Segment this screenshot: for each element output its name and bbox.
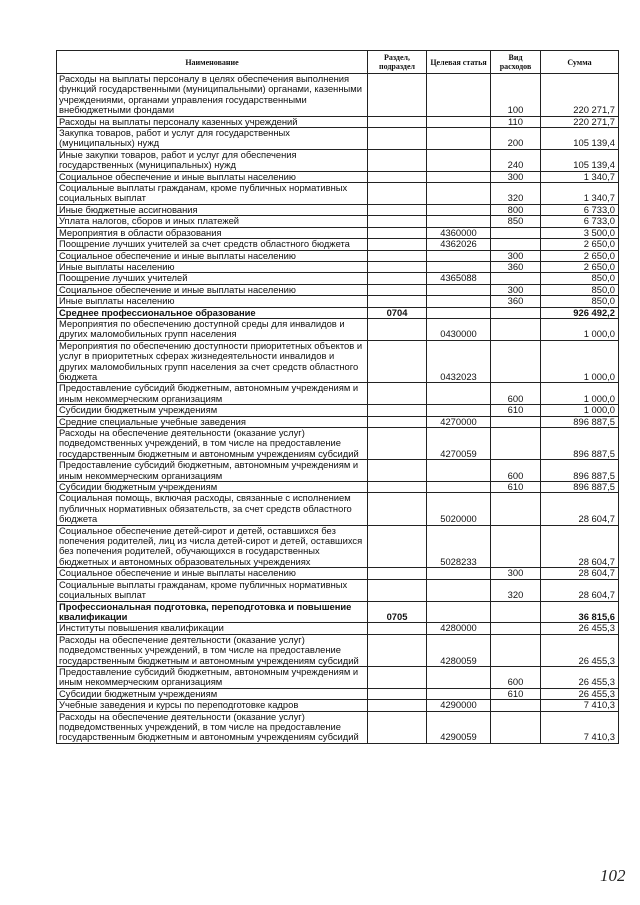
row-kind-cell: 110	[491, 116, 541, 127]
row-target-cell	[427, 171, 491, 182]
row-section-cell	[368, 688, 427, 699]
row-name-cell: Субсидии бюджетным учреждениям	[57, 405, 368, 416]
row-name-cell: Мероприятия в области образования	[57, 227, 368, 238]
row-name-cell: Расходы на обеспечение деятельности (оказание услуг) подведомственных учреждений, в том числе на предоставление государственным бюджетным и автономным учреждениям субсидий	[57, 428, 368, 460]
row-sum-cell: 26 455,3	[541, 623, 619, 634]
row-section-cell	[368, 261, 427, 272]
row-sum-cell: 850,0	[541, 284, 619, 295]
row-section-cell	[368, 623, 427, 634]
row-section-cell: 0705	[368, 601, 427, 623]
row-target-cell	[427, 601, 491, 623]
table-row	[57, 405, 619, 416]
row-sum-cell: 896 887,5	[541, 460, 619, 482]
row-name-cell: Профессиональная подготовка, переподготовка и повышение квалификации	[57, 601, 368, 623]
row-name-cell: Предоставление субсидий бюджетным, автономным учреждениям и иным некоммерческим организациям	[57, 460, 368, 482]
row-kind-cell	[491, 273, 541, 284]
table-row	[57, 525, 619, 568]
row-name-cell: Социальные выплаты гражданам, кроме публичных нормативных социальных выплат	[57, 183, 368, 205]
row-section-cell	[368, 116, 427, 127]
table-header-row	[57, 51, 619, 74]
row-kind-cell	[491, 711, 541, 743]
row-kind-cell: 300	[491, 250, 541, 261]
row-name-cell: Институты повышения квалификации	[57, 623, 368, 634]
table-row	[57, 688, 619, 699]
table-row	[57, 579, 619, 601]
table-row	[57, 568, 619, 579]
row-section-cell	[368, 568, 427, 579]
row-target-cell: 4270000	[427, 416, 491, 427]
row-kind-cell: 360	[491, 261, 541, 272]
table-row	[57, 216, 619, 227]
row-kind-cell	[491, 700, 541, 711]
row-sum-cell: 6 733,0	[541, 204, 619, 215]
table-row	[57, 318, 619, 340]
row-section-cell	[368, 216, 427, 227]
table-row	[57, 116, 619, 127]
row-kind-cell: 300	[491, 171, 541, 182]
row-section-cell	[368, 171, 427, 182]
row-target-cell: 4270059	[427, 428, 491, 460]
row-name-cell: Расходы на обеспечение деятельности (оказание услуг) подведомственных учреждений, в том числе на предоставление государственным бюджетным и автономным учреждениям субсидий	[57, 634, 368, 666]
row-section-cell	[368, 74, 427, 117]
row-target-cell	[427, 116, 491, 127]
row-name-cell: Социальное обеспечение и иные выплаты населению	[57, 250, 368, 261]
row-sum-cell: 1 000,0	[541, 405, 619, 416]
table-row	[57, 307, 619, 318]
row-target-cell	[427, 74, 491, 117]
row-target-cell	[427, 460, 491, 482]
table-row	[57, 601, 619, 623]
row-kind-cell	[491, 416, 541, 427]
row-section-cell	[368, 482, 427, 493]
row-section-cell	[368, 250, 427, 261]
row-target-cell	[427, 216, 491, 227]
table-row	[57, 273, 619, 284]
row-section-cell	[368, 383, 427, 405]
row-sum-cell: 1 340,7	[541, 171, 619, 182]
row-sum-cell: 1 340,7	[541, 183, 619, 205]
row-target-cell	[427, 307, 491, 318]
row-sum-cell: 36 815,6	[541, 601, 619, 623]
row-target-cell: 0430000	[427, 318, 491, 340]
row-name-cell: Иные выплаты населению	[57, 296, 368, 307]
row-kind-cell: 610	[491, 482, 541, 493]
row-section-cell	[368, 493, 427, 525]
row-name-cell: Социальное обеспечение и иные выплаты населению	[57, 568, 368, 579]
row-kind-cell	[491, 307, 541, 318]
budget-table-sheet	[56, 50, 618, 744]
row-target-cell	[427, 688, 491, 699]
row-target-cell	[427, 204, 491, 215]
table-row	[57, 460, 619, 482]
table-row	[57, 383, 619, 405]
row-name-cell: Мероприятия по обеспечению доступной среды для инвалидов и других маломобильных групп населения	[57, 318, 368, 340]
row-kind-cell	[491, 601, 541, 623]
row-sum-cell: 26 455,3	[541, 666, 619, 688]
row-sum-cell: 28 604,7	[541, 525, 619, 568]
row-kind-cell	[491, 239, 541, 250]
row-section-cell	[368, 579, 427, 601]
row-target-cell: 4365088	[427, 273, 491, 284]
table-row	[57, 634, 619, 666]
budget-table	[56, 50, 619, 744]
row-section-cell	[368, 128, 427, 150]
page-number: 102	[600, 866, 626, 885]
row-name-cell: Расходы на обеспечение деятельности (оказание услуг) подведомственных учреждений, в том числе на предоставление государственным бюджетным и автономным учреждениям субсидий	[57, 711, 368, 743]
row-kind-cell: 610	[491, 405, 541, 416]
row-kind-cell	[491, 525, 541, 568]
row-kind-cell: 240	[491, 149, 541, 171]
row-name-cell: Социальная помощь, включая расходы, связанные с исполнением публичных нормативных обязательств, за счет средств областного бюджета	[57, 493, 368, 525]
row-target-cell: 4280000	[427, 623, 491, 634]
table-row	[57, 227, 619, 238]
row-sum-cell: 105 139,4	[541, 149, 619, 171]
table-row	[57, 493, 619, 525]
table-row	[57, 74, 619, 117]
table-row	[57, 128, 619, 150]
row-kind-cell	[491, 318, 541, 340]
row-sum-cell: 28 604,7	[541, 568, 619, 579]
row-name-cell: Уплата налогов, сборов и иных платежей	[57, 216, 368, 227]
row-sum-cell: 2 650,0	[541, 261, 619, 272]
row-sum-cell: 850,0	[541, 273, 619, 284]
row-sum-cell: 7 410,3	[541, 711, 619, 743]
row-target-cell: 5020000	[427, 493, 491, 525]
header-name: Наименование	[57, 51, 368, 74]
table-row	[57, 261, 619, 272]
row-target-cell	[427, 568, 491, 579]
row-target-cell	[427, 383, 491, 405]
row-name-cell: Расходы на выплаты персоналу казенных учреждений	[57, 116, 368, 127]
row-kind-cell	[491, 493, 541, 525]
table-row	[57, 250, 619, 261]
row-section-cell	[368, 634, 427, 666]
row-name-cell: Поощрение лучших учителей за счет средств областного бюджета	[57, 239, 368, 250]
table-row	[57, 340, 619, 383]
table-row	[57, 711, 619, 743]
row-section-cell	[368, 149, 427, 171]
row-name-cell: Поощрение лучших учителей	[57, 273, 368, 284]
row-section-cell	[368, 416, 427, 427]
row-sum-cell: 26 455,3	[541, 688, 619, 699]
row-kind-cell: 600	[491, 666, 541, 688]
table-row	[57, 700, 619, 711]
table-row	[57, 183, 619, 205]
table-row	[57, 239, 619, 250]
row-target-cell	[427, 149, 491, 171]
row-section-cell	[368, 284, 427, 295]
row-target-cell	[427, 250, 491, 261]
row-name-cell: Социальное обеспечение и иные выплаты населению	[57, 284, 368, 295]
table-row	[57, 296, 619, 307]
row-sum-cell: 105 139,4	[541, 128, 619, 150]
table-row	[57, 416, 619, 427]
row-target-cell	[427, 666, 491, 688]
row-sum-cell: 896 887,5	[541, 428, 619, 460]
row-kind-cell	[491, 340, 541, 383]
row-sum-cell: 1 000,0	[541, 318, 619, 340]
row-sum-cell: 28 604,7	[541, 579, 619, 601]
row-name-cell: Предоставление субсидий бюджетным, автономным учреждениям и иным некоммерческим организациям	[57, 666, 368, 688]
row-sum-cell: 896 887,5	[541, 482, 619, 493]
row-name-cell: Среднее профессиональное образование	[57, 307, 368, 318]
header-kind: Вид расходов	[491, 51, 541, 74]
table-row	[57, 171, 619, 182]
row-name-cell: Мероприятия по обеспечению доступности приоритетных объектов и услуг в приоритетных сферах жизнедеятельности инвалидов и других маломобильных групп населения за счет средств областного бюджета	[57, 340, 368, 383]
row-target-cell	[427, 405, 491, 416]
row-section-cell	[368, 296, 427, 307]
header-target: Целевая статья	[427, 51, 491, 74]
table-body	[57, 74, 619, 744]
row-target-cell	[427, 296, 491, 307]
row-target-cell: 0432023	[427, 340, 491, 383]
row-kind-cell	[491, 623, 541, 634]
row-sum-cell: 1 000,0	[541, 340, 619, 383]
row-target-cell: 4360000	[427, 227, 491, 238]
row-kind-cell: 320	[491, 183, 541, 205]
row-kind-cell	[491, 428, 541, 460]
table-row	[57, 204, 619, 215]
row-kind-cell: 300	[491, 568, 541, 579]
row-sum-cell: 220 271,7	[541, 116, 619, 127]
row-target-cell	[427, 128, 491, 150]
row-section-cell: 0704	[368, 307, 427, 318]
row-kind-cell: 600	[491, 460, 541, 482]
row-kind-cell	[491, 634, 541, 666]
row-kind-cell: 800	[491, 204, 541, 215]
row-sum-cell: 7 410,3	[541, 700, 619, 711]
row-section-cell	[368, 428, 427, 460]
row-name-cell: Предоставление субсидий бюджетным, автономным учреждениям и иным некоммерческим организациям	[57, 383, 368, 405]
row-target-cell	[427, 183, 491, 205]
table-row	[57, 666, 619, 688]
row-name-cell: Субсидии бюджетным учреждениям	[57, 482, 368, 493]
row-sum-cell: 1 000,0	[541, 383, 619, 405]
row-section-cell	[368, 227, 427, 238]
table-row	[57, 482, 619, 493]
row-section-cell	[368, 405, 427, 416]
row-sum-cell: 6 733,0	[541, 216, 619, 227]
row-sum-cell: 926 492,2	[541, 307, 619, 318]
row-kind-cell: 600	[491, 383, 541, 405]
row-target-cell: 4280059	[427, 634, 491, 666]
table-row	[57, 149, 619, 171]
row-kind-cell: 200	[491, 128, 541, 150]
row-name-cell: Иные бюджетные ассигнования	[57, 204, 368, 215]
row-name-cell: Средние специальные учебные заведения	[57, 416, 368, 427]
row-sum-cell: 850,0	[541, 296, 619, 307]
row-section-cell	[368, 460, 427, 482]
row-target-cell	[427, 261, 491, 272]
table-row	[57, 623, 619, 634]
row-section-cell	[368, 700, 427, 711]
row-section-cell	[368, 666, 427, 688]
row-section-cell	[368, 273, 427, 284]
row-sum-cell: 2 650,0	[541, 250, 619, 261]
row-kind-cell: 100	[491, 74, 541, 117]
row-sum-cell: 28 604,7	[541, 493, 619, 525]
table-row	[57, 284, 619, 295]
row-target-cell: 4290059	[427, 711, 491, 743]
row-name-cell: Иные закупки товаров, работ и услуг для обеспечения государственных (муниципальных) нужд	[57, 149, 368, 171]
row-name-cell: Учебные заведения и курсы по переподготовке кадров	[57, 700, 368, 711]
table-row	[57, 428, 619, 460]
row-name-cell: Иные выплаты населению	[57, 261, 368, 272]
row-target-cell: 4362026	[427, 239, 491, 250]
row-sum-cell: 220 271,7	[541, 74, 619, 117]
row-name-cell: Закупка товаров, работ и услуг для государственных (муниципальных) нужд	[57, 128, 368, 150]
row-kind-cell: 320	[491, 579, 541, 601]
row-sum-cell: 3 500,0	[541, 227, 619, 238]
row-section-cell	[368, 711, 427, 743]
row-kind-cell: 610	[491, 688, 541, 699]
row-target-cell	[427, 579, 491, 601]
row-section-cell	[368, 525, 427, 568]
row-target-cell	[427, 482, 491, 493]
row-section-cell	[368, 340, 427, 383]
row-name-cell: Социальное обеспечение и иные выплаты населению	[57, 171, 368, 182]
row-sum-cell: 26 455,3	[541, 634, 619, 666]
header-section: Раздел, подраздел	[368, 51, 427, 74]
row-sum-cell: 2 650,0	[541, 239, 619, 250]
row-name-cell: Субсидии бюджетным учреждениям	[57, 688, 368, 699]
row-section-cell	[368, 318, 427, 340]
row-kind-cell: 300	[491, 284, 541, 295]
row-section-cell	[368, 204, 427, 215]
row-section-cell	[368, 239, 427, 250]
row-sum-cell: 896 887,5	[541, 416, 619, 427]
row-target-cell	[427, 284, 491, 295]
row-target-cell: 4290000	[427, 700, 491, 711]
header-sum: Сумма	[541, 51, 619, 74]
row-target-cell: 5028233	[427, 525, 491, 568]
row-name-cell: Социальное обеспечение детей-сирот и детей, оставшихся без попечения родителей, лиц из числа детей-сирот и детей, оставшихся без попечения родителей, обучающихся в государственных бюджетных и автономных образовательных учреждениях	[57, 525, 368, 568]
row-kind-cell: 360	[491, 296, 541, 307]
row-kind-cell	[491, 227, 541, 238]
row-name-cell: Социальные выплаты гражданам, кроме публичных нормативных социальных выплат	[57, 579, 368, 601]
row-kind-cell: 850	[491, 216, 541, 227]
row-section-cell	[368, 183, 427, 205]
row-name-cell: Расходы на выплаты персоналу в целях обеспечения выполнения функций государственными (муниципальными) органами, казенными учреждениями, органами управления государственными внебюджетными фондами	[57, 74, 368, 117]
